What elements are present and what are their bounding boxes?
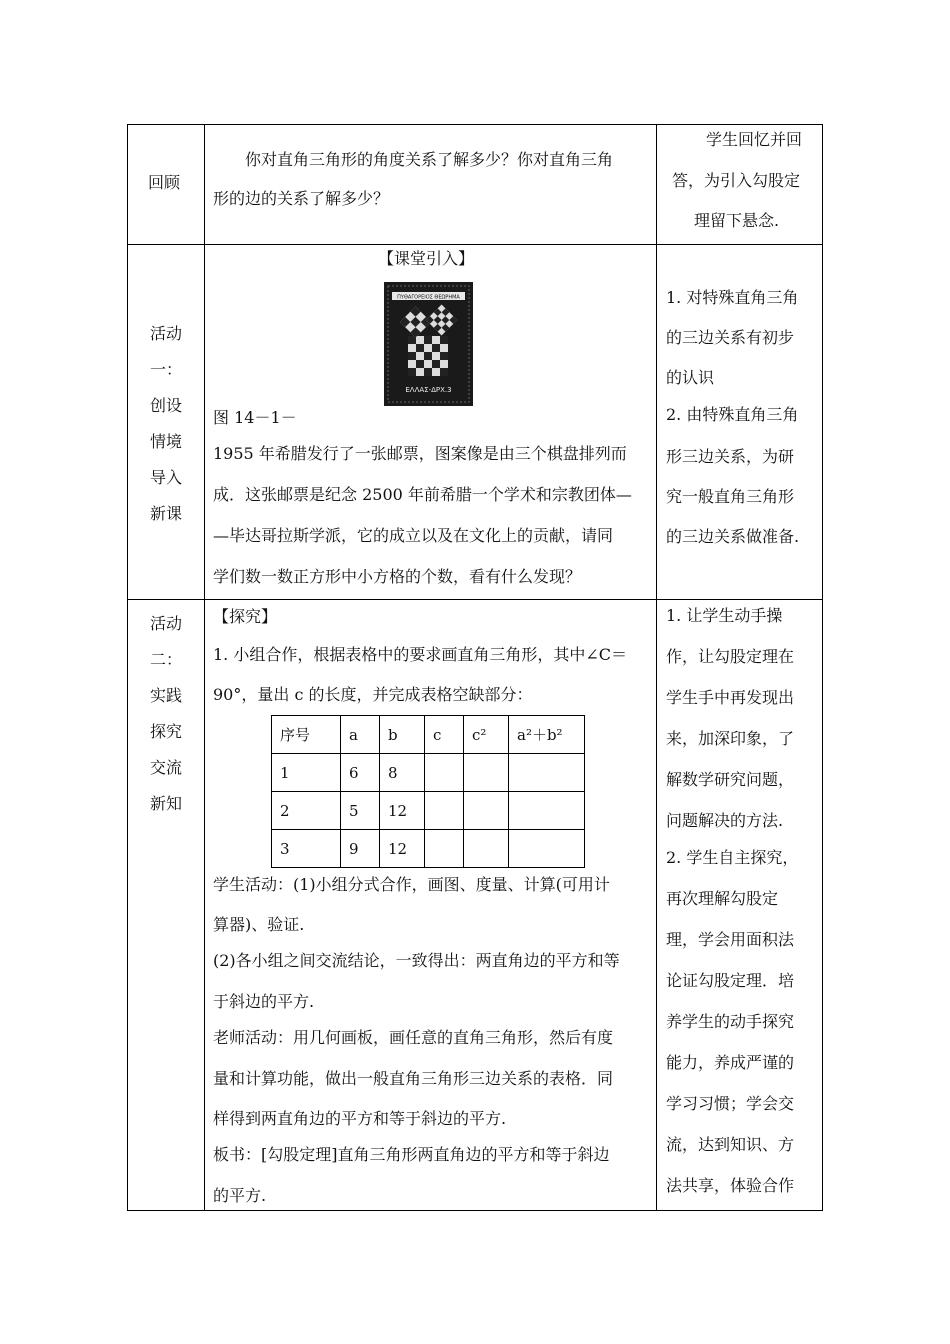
row-divider-1 <box>127 244 823 245</box>
stamp-checkerboard-large <box>408 336 448 376</box>
stamp-top-text: ΠΥΘΑΓΟΡΕΙΟΣ ΘΕΩΡΗΜΑ <box>397 294 460 301</box>
row3-note-line: 解数学研究问题， <box>666 770 795 789</box>
row2-label-line: 一： <box>149 360 182 379</box>
row3-content-line: (2)各小组之间交流结论，一致得出：两直角边的平方和等 <box>213 951 620 970</box>
table-cell <box>464 754 509 792</box>
row3-label-line: 活动 <box>149 614 182 633</box>
row1-content-line: 形的边的关系了解多少？ <box>213 189 390 208</box>
table-border-top <box>127 124 823 125</box>
row3-note-line: 1. 让学生动手操 <box>666 606 783 625</box>
row2-label-line: 新课 <box>149 504 182 523</box>
row1-note-line: 理留下悬念. <box>694 211 780 230</box>
table-cell <box>509 792 585 830</box>
measurement-table <box>271 715 585 868</box>
table-border-right <box>822 124 823 1211</box>
row3-content-line: 的平方. <box>213 1186 267 1205</box>
table-header-cell: 序号 <box>272 716 341 754</box>
row3-content-line: 老师活动：用几何画板，画任意的直角三角形，然后有度 <box>213 1028 614 1047</box>
row3-label-line: 实践 <box>149 686 182 705</box>
table-cell <box>425 754 464 792</box>
table-cell <box>425 792 464 830</box>
row1-note-line: 答，为引入勾股定 <box>672 171 801 190</box>
table-cell: 1 <box>272 754 341 792</box>
row3-label-line: 交流 <box>149 758 182 777</box>
row2-note-line: 形三边关系，为研 <box>666 447 795 466</box>
row3-content-line: 样得到两直角边的平方和等于斜边的平方. <box>213 1109 507 1128</box>
row2-heading: 【课堂引入】 <box>378 249 475 268</box>
row3-note-line: 来，加深印象，了 <box>666 729 795 748</box>
row3-content-line: 量和计算功能，做出一般直角三角形三边关系的表格．同 <box>213 1069 614 1088</box>
table-header-cell: a²＋b² <box>509 716 585 754</box>
row2-label-line: 创设 <box>149 396 182 415</box>
row2-label <box>128 316 204 532</box>
table-cell: 12 <box>380 830 425 868</box>
table-header-row <box>272 716 585 754</box>
table-header-cell: c <box>425 716 464 754</box>
row3-note-line: 养学生的动手探究 <box>666 1012 795 1031</box>
table-cell: 2 <box>272 792 341 830</box>
row2-note-line: 的认识 <box>666 368 715 387</box>
row2-label-line: 活动 <box>149 324 182 343</box>
row2-content-line: —毕达哥拉斯学派，它的成立以及在文化上的贡献，请同 <box>213 526 614 545</box>
row3-note-line: 流，达到知识、方 <box>666 1135 795 1154</box>
row3-intro-line: 90°，量出 c 的长度，并完成表格空缺部分： <box>213 685 533 704</box>
row3-content-line: 学生活动：(1)小组分式合作，画图、度量、计算(可用计 <box>213 875 610 894</box>
row3-note-line: 法共享，体验合作 <box>666 1176 795 1195</box>
row3-note-line: 学生手中再发现出 <box>666 688 795 707</box>
row3-heading: 【探究】 <box>213 607 278 626</box>
row3-intro-line: 1. 小组合作，根据表格中的要求画直角三角形，其中∠C＝ <box>213 645 628 664</box>
row2-note-line: 的三边关系做准备. <box>666 527 800 546</box>
table-border-bottom <box>127 1210 823 1211</box>
row2-note-line: 的三边关系有初步 <box>666 328 795 347</box>
table-cell: 3 <box>272 830 341 868</box>
table-cell <box>464 830 509 868</box>
row3-note-line: 作，让勾股定理在 <box>666 647 795 666</box>
table-row <box>272 792 585 830</box>
row3-label <box>128 606 204 822</box>
row3-label-line: 探究 <box>149 722 182 741</box>
table-cell: 8 <box>380 754 425 792</box>
row2-label-line: 导入 <box>149 468 182 487</box>
table-cell: 9 <box>341 830 380 868</box>
row2-note-line: 2. 由特殊直角三角 <box>666 405 799 424</box>
row2-label-line: 情境 <box>149 432 182 451</box>
table-cell <box>425 830 464 868</box>
row3-note-line: 2. 学生自主探究， <box>666 848 799 867</box>
row3-content-line: 板书：[勾股定理]直角三角形两直角边的平方和等于斜边 <box>213 1145 610 1164</box>
table-cell: 12 <box>380 792 425 830</box>
row2-note-line: 究一般直角三角形 <box>666 487 795 506</box>
table-header-cell: a <box>341 716 380 754</box>
table-cell: 6 <box>341 754 380 792</box>
row3-note-line: 论证勾股定理．培 <box>666 971 795 990</box>
table-cell <box>464 792 509 830</box>
stamp-bottom-text: ΕΛΛΑΣ-ΔΡΧ.3 <box>405 386 452 394</box>
row2-content-line: 成．这张邮票是纪念 2500 年前希腊一个学术和宗教团体— <box>213 485 632 504</box>
table-header-cell: b <box>380 716 425 754</box>
row2-note-line: 1. 对特殊直角三角 <box>666 288 799 307</box>
row3-note-line: 能力，养成严谨的 <box>666 1053 795 1072</box>
table-header-cell: c² <box>464 716 509 754</box>
row3-label-line: 二： <box>149 650 182 669</box>
row2-content-line: 1955 年希腊发行了一张邮票，图案像是由三个棋盘排列而 <box>213 444 627 463</box>
table-cell <box>509 754 585 792</box>
table-divider-1 <box>204 124 205 1211</box>
figure-caption: 图 14－1－ <box>213 408 297 427</box>
table-row <box>272 830 585 868</box>
pythagoras-stamp-image <box>384 282 473 406</box>
row1-content-line: 你对直角三角形的角度关系了解多少？你对直角三角 <box>245 150 614 169</box>
table-cell <box>509 830 585 868</box>
row3-content-line: 算器)、验证. <box>213 915 305 934</box>
row1-label: 回顾 <box>148 173 181 192</box>
row3-note-line: 理，学会用面积法 <box>666 930 795 949</box>
row-divider-2 <box>127 599 823 600</box>
row3-content-line: 于斜边的平方. <box>213 992 315 1011</box>
row3-note-line: 学习习惯；学会交 <box>666 1094 795 1113</box>
row2-content-line: 学们数一数正方形中小方格的个数，看有什么发现？ <box>213 567 582 586</box>
row1-note-line: 学生回忆并回 <box>706 130 803 149</box>
row3-note-line: 再次理解勾股定 <box>666 889 779 908</box>
table-cell: 5 <box>341 792 380 830</box>
table-row <box>272 754 585 792</box>
row3-label-line: 新知 <box>149 794 182 813</box>
table-divider-2 <box>656 124 657 1211</box>
row3-note-line: 问题解决的方法. <box>666 811 784 830</box>
